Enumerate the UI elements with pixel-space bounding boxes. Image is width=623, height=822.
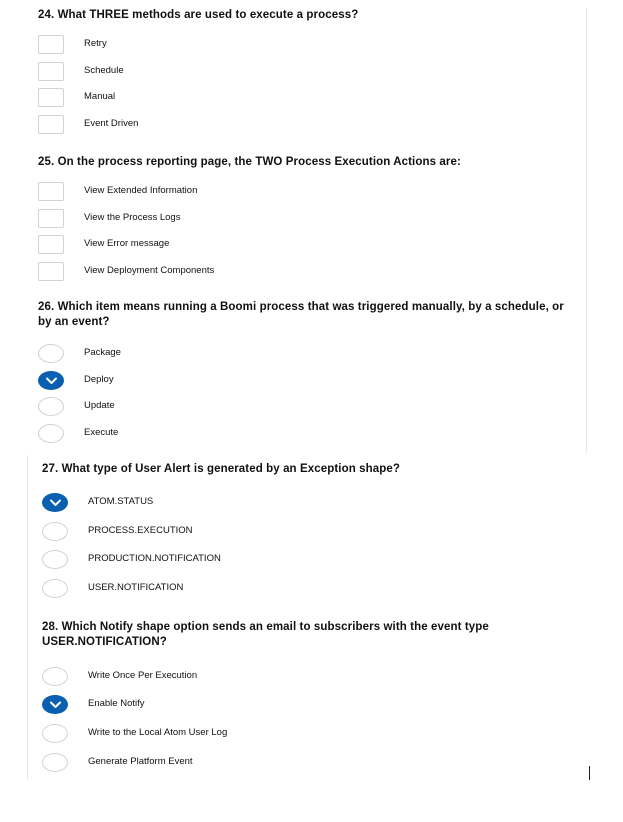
option-label: Manual [84, 91, 116, 102]
radio-button[interactable] [42, 550, 68, 569]
option-label: View the Process Logs [84, 212, 181, 223]
option-label: Write Once Per Execution [88, 670, 198, 681]
panel-edge-left-bottom [27, 455, 28, 780]
radio-button[interactable] [38, 397, 64, 416]
question-title: 25. On the process reporting page, the TWO Process Execution Actions are: [38, 156, 461, 168]
checkbox[interactable] [38, 115, 64, 134]
option-label: Event Driven [84, 118, 139, 129]
checkbox[interactable] [38, 262, 64, 281]
radio-button[interactable] [42, 579, 68, 598]
question-title: 28. Which Notify shape option sends an email to subscribers with the event type USER.NOTIFICATION? [42, 621, 489, 648]
checkmark-icon [46, 376, 57, 385]
option-label: Package [84, 347, 121, 358]
checkbox[interactable] [38, 182, 64, 201]
radio-button[interactable] [42, 667, 68, 686]
radio-button[interactable] [42, 724, 68, 743]
option-label: PROCESS.EXECUTION [88, 525, 193, 536]
checkbox[interactable] [38, 209, 64, 228]
option-label: Execute [84, 427, 119, 438]
option-label: ATOM.STATUS [88, 496, 154, 507]
radio-button[interactable] [42, 753, 68, 772]
text-cursor [589, 766, 590, 780]
radio-button-selected[interactable] [42, 695, 68, 714]
option-label: Schedule [84, 65, 124, 76]
question-title: 24. What THREE methods are used to execute a process? [38, 9, 359, 21]
panel-edge-right-top [586, 8, 587, 453]
option-label: View Deployment Components [84, 265, 215, 276]
question-title: 27. What type of User Alert is generated by an Exception shape? [42, 463, 400, 475]
checkbox[interactable] [38, 88, 64, 107]
option-label: PRODUCTION.NOTIFICATION [88, 553, 221, 564]
radio-button-selected[interactable] [42, 493, 68, 512]
radio-button-selected[interactable] [38, 371, 64, 390]
checkbox[interactable] [38, 62, 64, 81]
radio-button[interactable] [38, 344, 64, 363]
question-title: 26. Which item means running a Boomi process that was triggered manually, by a schedule, or by an event? [38, 301, 564, 328]
radio-button[interactable] [42, 522, 68, 541]
option-label: Retry [84, 38, 107, 49]
checkmark-icon [50, 498, 61, 507]
radio-button[interactable] [38, 424, 64, 443]
checkmark-icon [50, 700, 61, 709]
option-label: View Error message [84, 238, 170, 249]
option-label: Enable Notify [88, 698, 145, 709]
option-label: Write to the Local Atom User Log [88, 727, 228, 738]
option-label: Generate Platform Event [88, 756, 193, 767]
option-label: View Extended Information [84, 185, 198, 196]
option-label: Update [84, 400, 115, 411]
option-label: USER.NOTIFICATION [88, 582, 184, 593]
checkbox[interactable] [38, 35, 64, 54]
option-label: Deploy [84, 374, 114, 385]
checkbox[interactable] [38, 235, 64, 254]
